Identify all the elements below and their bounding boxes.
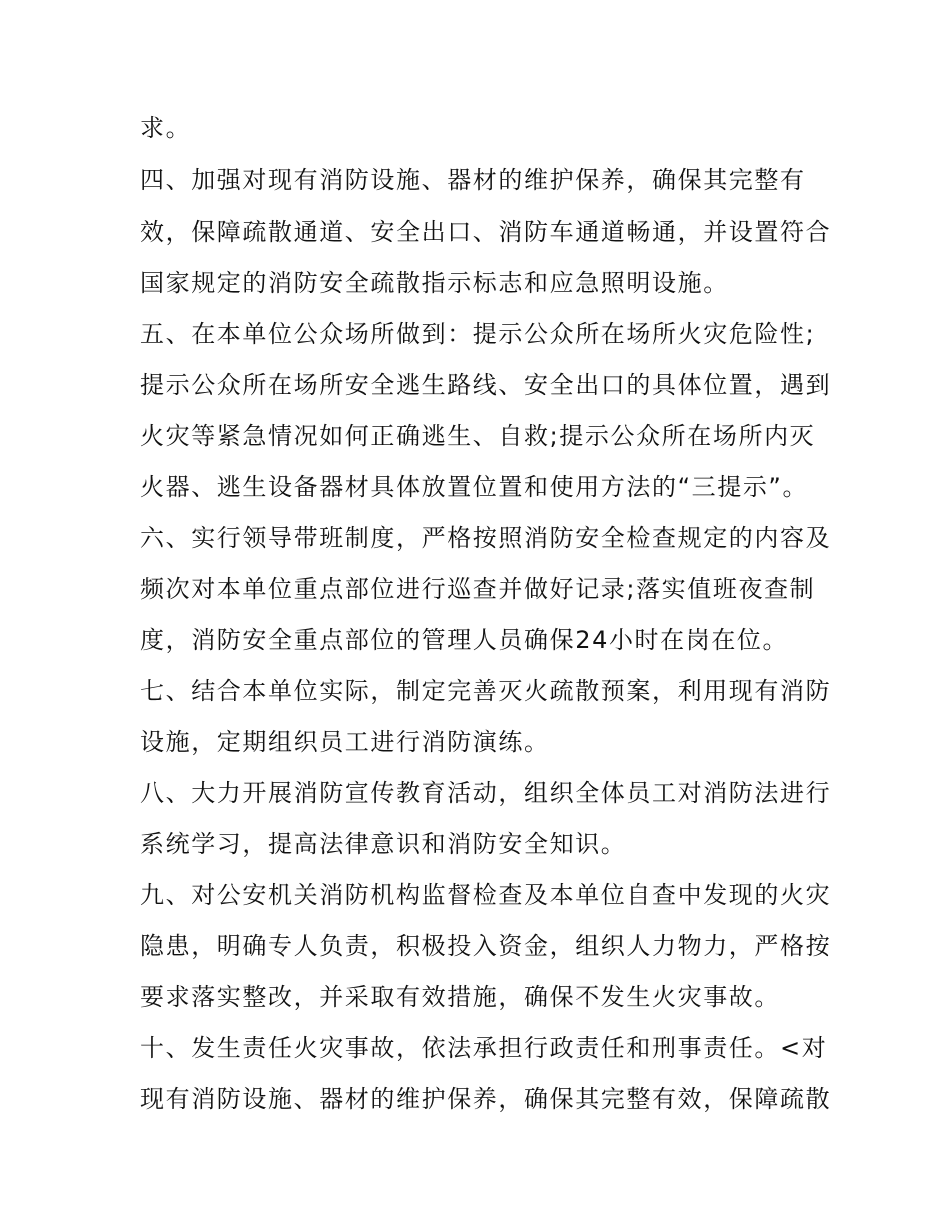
text-line: 要求落实整改，并采取有效措施，确保不发生火灾事故。 — [140, 983, 780, 1011]
text-line: 国家规定的消防安全疏散指示标志和应急照明设施。 — [140, 269, 729, 297]
text-line: 隐患，明确专人负责，积极投入资金，组织人力物力，严格按 — [140, 932, 832, 960]
text-line: 系统学习，提高法律意识和消防安全知识。 — [140, 830, 627, 858]
text-line: 四、加强对现有消防设施、器材的维护保养，确保其完整有 — [140, 166, 806, 194]
text-line: 度，消防安全重点部位的管理人员确保24小时在岗在位。 — [140, 626, 789, 654]
text-line: 十、发生责任火灾事故，依法承担行政责任和刑事责任。<对 — [140, 1034, 828, 1062]
text-line: 五、在本单位公众场所做到：提示公众所在场所火灾危险性; — [140, 320, 816, 348]
text-line: 现有消防设施、器材的维护保养，确保其完整有效，保障疏散 — [140, 1085, 832, 1113]
text-line: 九、对公安机关消防机构监督检查及本单位自查中发现的火灾 — [140, 881, 832, 909]
text-line: 效，保障疏散通道、安全出口、消防车通道畅通，并设置符合 — [140, 218, 832, 246]
text-line: 火器、逃生设备器材具体放置位置和使用方法的“三提示”。 — [140, 473, 809, 501]
text-line: 设施，定期组织员工进行消防演练。 — [140, 728, 550, 756]
text-line: 八、大力开展消防宣传教育活动，组织全体员工对消防法进行 — [140, 779, 832, 807]
text-line: 提示公众所在场所安全逃生路线、安全出口的具体位置，遇到 — [140, 371, 832, 399]
text-line: 六、实行领导带班制度，严格按照消防安全检查规定的内容及 — [140, 524, 832, 552]
text-line: 频次对本单位重点部位进行巡查并做好记录;落实值班夜查制 — [140, 575, 816, 603]
text-line: 火灾等紧急情况如何正确逃生、自救;提示公众所在场所内灭 — [140, 422, 816, 450]
text-line: 求。 — [140, 114, 192, 142]
text-line: 七、结合本单位实际，制定完善灭火疏散预案，利用现有消防 — [140, 677, 832, 705]
